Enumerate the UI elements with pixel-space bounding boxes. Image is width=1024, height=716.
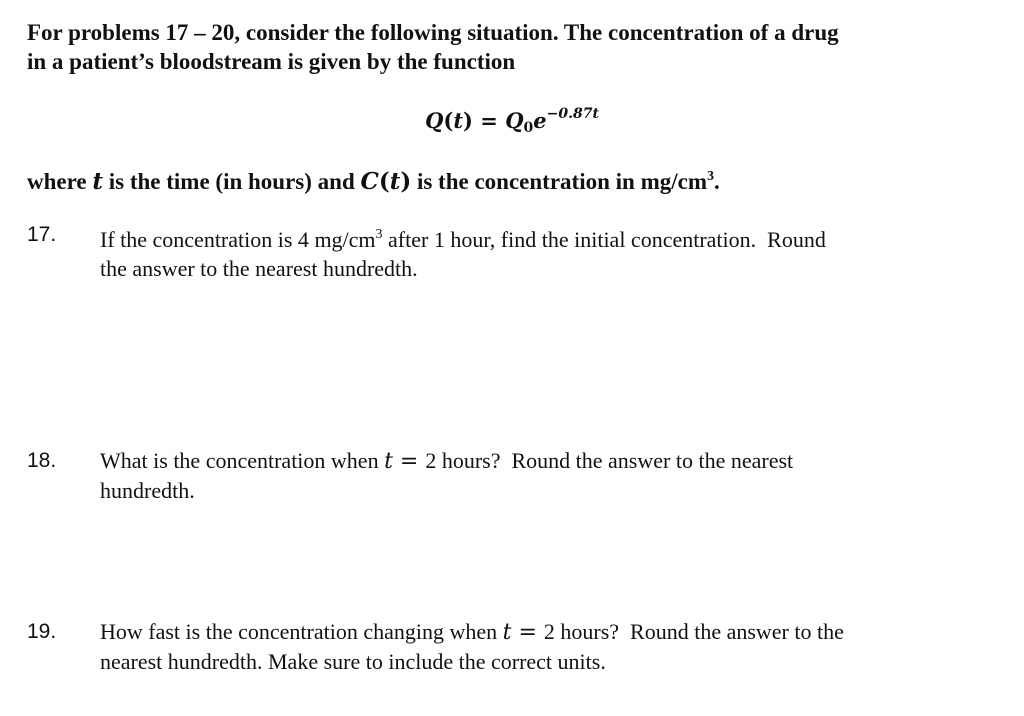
problem-17-unit-exp: 3 (375, 227, 383, 242)
problem-number: 18. (27, 449, 57, 472)
formula-equals: = (472, 108, 506, 133)
problem-17-text-b: after 1 hour, find the initial concentration. Round (382, 227, 826, 252)
problem-17-text-a: If the concentration is 4 (100, 227, 315, 252)
where-c-open: ( (378, 168, 390, 195)
problem-line-1 (100, 446, 980, 476)
problem-19-text-a: How fast is the concentration changing when (100, 619, 503, 644)
problem-line-1 (100, 220, 980, 254)
where-statement (27, 162, 987, 196)
formula-lhs-close: ) (463, 108, 473, 133)
problem-line-1 (100, 617, 980, 647)
intro-line-2: in a patient’s bloodstream is given by the function (27, 49, 516, 74)
problem-18-text-a: What is the concentration when (100, 448, 385, 473)
where-text-1: where (27, 169, 93, 194)
where-c-func: C (360, 168, 379, 195)
formula-rhs-base: e (533, 108, 547, 133)
problem-19-equals: = (511, 620, 544, 645)
where-t-var: t (92, 168, 103, 195)
problem-17-unit: mg/cm (314, 227, 376, 252)
problem-text (100, 220, 980, 283)
formula-lhs-var: t (453, 108, 464, 133)
where-unit-exp: 3 (707, 169, 714, 184)
where-text-3: is the concentration in (411, 169, 641, 194)
formula-lhs-open: ( (443, 108, 454, 133)
problem-19-var: t (502, 620, 512, 645)
problem-line-2: nearest hundredth. Make sure to include the correct units. (100, 649, 606, 674)
problem-line-2: hundredth. (100, 478, 195, 503)
problem-text (100, 446, 980, 505)
formula-lhs-func: Q (425, 108, 444, 133)
concentration-formula (0, 100, 1024, 142)
formula-rhs-coef: Q (505, 108, 524, 133)
formula-rhs-exp: −0.87t (546, 106, 599, 122)
problem-18-equals: = (392, 449, 426, 474)
where-c-close: ) (400, 168, 412, 195)
problem-text (100, 617, 980, 676)
problem-line-2: the answer to the nearest hundredth. (100, 256, 418, 281)
where-c-var: t (389, 168, 401, 195)
problem-18-var: t (384, 449, 393, 474)
where-text-2: is the time (in hours) and (103, 169, 361, 194)
problem-18-text-b: 2 hours? Round the answer to the nearest (425, 448, 794, 473)
intro-line-1: For problems 17 – 20, consider the following situation. The concentration of a drug (27, 20, 839, 45)
problem-number: 19. (27, 620, 57, 643)
intro-paragraph (27, 18, 987, 76)
problem-19-text-b: 2 hours? Round the answer to the (543, 619, 844, 644)
problem-number: 17. (27, 223, 57, 246)
formula-rhs-sub: 0 (523, 120, 534, 136)
where-unit: mg/cm (640, 169, 707, 194)
where-text-4: . (714, 169, 720, 194)
